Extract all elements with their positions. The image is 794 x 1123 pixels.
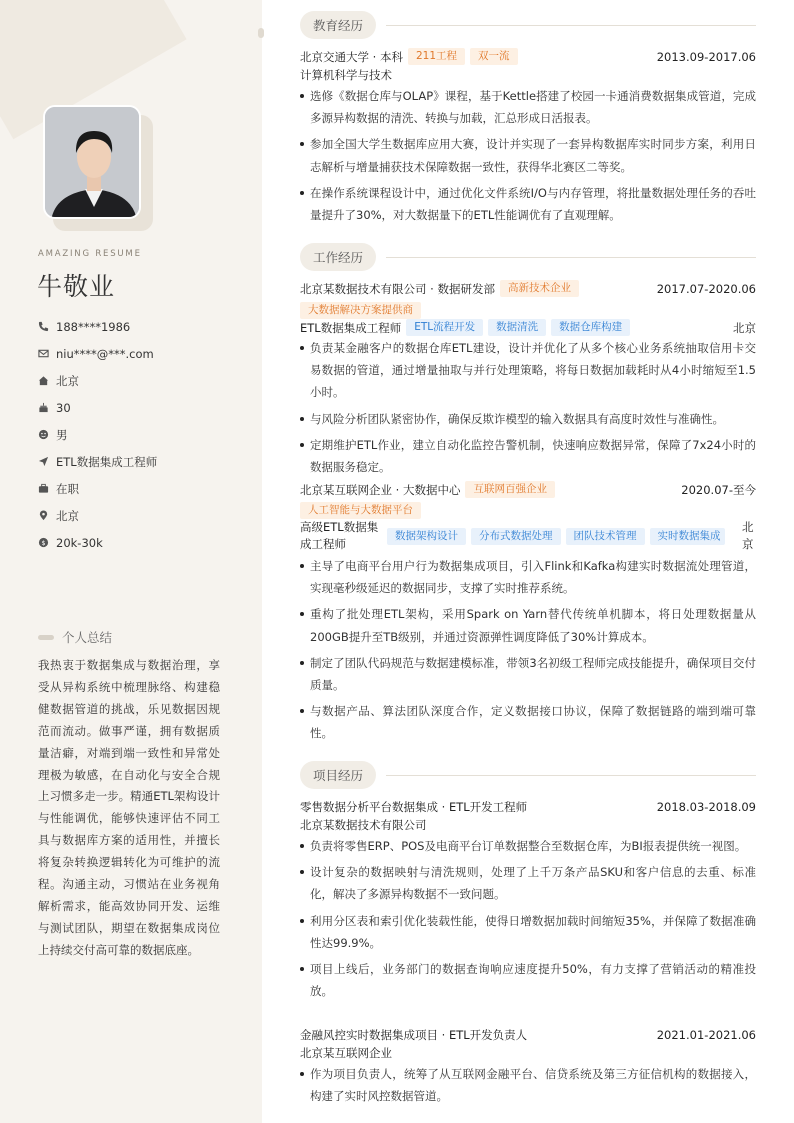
company-tag: 高新技术企业 [500,280,579,297]
job-tags-row [300,302,756,319]
section-divider [386,257,756,258]
job-header [300,280,756,297]
contact-location [38,502,248,529]
list-item: 项目上线后，业务部门的数据查询响应速度提升50%，有力支撑了营销活动的精准投放。 [300,958,756,1002]
list-item: 利用分区表和索引优化装载性能，使得日增数据加载时间缩短35%，并保障了数据准确性达99.9%。 [300,910,756,954]
list-item: 负责某金融客户的数据仓库ETL建设，设计并优化了从多个核心业务系统抽取信用卡交易数据的管道，通过增量抽取与并行处理策略，将每日数据加载耗时从4小时缩短至1.5小时。 [300,337,756,404]
skill-tag: 数据清洗 [488,319,546,336]
project-header [300,799,756,815]
mail-icon [38,348,56,359]
section-title: 项目经历 [300,761,376,789]
gender-icon [38,429,56,440]
job-role-row [300,319,756,336]
contact-email [38,340,248,367]
summary-heading-bar [38,635,54,640]
contact-residence [38,367,248,394]
job-city: 北京 [742,520,754,551]
company-name: 北京某数据技术有限公司 · 数据研发部 [300,281,495,296]
salary-text: 20k-30k [56,535,103,550]
project-date: 2018.03-2018.09 [656,800,756,814]
resume-tagline: AMAZING RESUME [38,249,142,259]
education-date: 2013.09-2017.06 [656,49,756,64]
contact-position [38,448,248,475]
section-title: 教育经历 [300,11,376,39]
project-header [300,1027,756,1043]
phone-icon [38,321,56,332]
section-divider [386,775,756,776]
avatar [43,105,141,219]
project-org: 北京某互联网企业 [300,1046,392,1060]
project-bullets [300,1063,756,1111]
list-item: 设计复杂的数据映射与清洗规则，处理了上千万条产品SKU和客户信息的去重、标准化，解决了多源异构数据不一致问题。 [300,861,756,905]
candidate-name: 牛敬业 [37,272,116,301]
cake-icon [38,402,56,413]
position-text: ETL数据集成工程师 [56,454,158,469]
project-org: 北京某数据技术有限公司 [300,818,427,832]
person-portrait-icon [45,107,141,219]
contact-gender [38,421,248,448]
age-text: 30 [56,400,71,415]
company-name: 北京某互联网企业 · 大数据中心 [300,482,461,497]
section-title: 工作经历 [300,243,376,271]
school-tag: 双一流 [470,48,518,65]
project-bullets [300,835,756,1006]
skill-tag: 数据仓库构建 [551,319,630,336]
avatar-photo [43,105,141,219]
list-item: 选修《数据仓库与OLAP》课程，基于Kettle搭建了校园一卡通消费数据集成管道，完成多源异构数据的清洗、转换与加载，汇总形成日活报表。 [300,85,756,129]
summary-text: 我热衷于数据集成与数据治理，享受从异构系统中梳理脉络、构建稳健数据管道的挑战，乐见数据因规范而流动。做事严谨，拥有数据质量洁癖，对端到端一致性和异常处理极为敏感，在自动化与安全合规上习惯多走一步。精通ETL架构设计与性能调优，能够快速评估不同工具与数据库方案的适用性，并擅长将复杂转换逻辑转化为可维护的流程。沟通主动，习惯站在业务视角解析需求，能高效协同开发、运维与测试团队，期望在数据集成岗位上持续交付高可靠的数据底座。 [38,658,220,957]
skill-tag: 分布式数据处理 [471,528,561,545]
job-date: 2017.07-2020.06 [656,281,756,296]
contact-salary [38,529,248,556]
section-projects [300,761,756,789]
contact-list [38,313,248,556]
location-icon [38,510,56,521]
major: 计算机科学与技术 [300,68,392,82]
email-text: niu****@***.com [56,346,154,361]
send-icon [38,456,56,467]
list-item: 参加全国大学生数据库应用大赛，设计并实现了一套异构数据库实时同步方案，利用日志解析与增量捕获技术保障数据一致性，获得华北赛区二等奖。 [300,133,756,177]
job-bullets [300,337,756,482]
home-icon [38,375,56,386]
list-item: 制定了团队代码规范与数据建模标准，带领3名初级工程师完成技能提升，确保项目交付质量。 [300,652,756,696]
school-tag: 211工程 [408,48,465,65]
location-text: 北京 [56,508,79,523]
list-item: 主导了电商平台用户行为数据集成项目，引入Flink和Kafka构建实时数据流处理管道，实现毫秒级延迟的数据同步，支撑了实时推荐系统。 [300,555,756,599]
svg-text:$: $ [41,538,46,547]
school-name: 北京交通大学 · 本科 [300,49,403,64]
job-tags-row [300,502,756,519]
job-city: 北京 [733,320,756,335]
job-role-row [300,519,756,553]
list-item: 在操作系统课程设计中，通过优化文件系统I/O与内存管理，将批量数据处理任务的吞吐量提升了30%，对大数据量下的ETL性能调优有了直观理解。 [300,182,756,226]
briefcase-icon [38,483,56,494]
education-bullets [300,85,756,230]
salary-icon [38,537,56,548]
phone-text: 188****1986 [56,319,131,334]
section-work [300,243,756,271]
project-name: 金融风控实时数据集成项目 · ETL开发负责人 [300,1028,528,1042]
education-header [300,48,756,65]
list-item: 与数据产品、算法团队深度合作，定义数据接口协议，保障了数据链路的端到端可靠性。 [300,700,756,744]
list-item: 重构了批处理ETL架构，采用Spark on Yarn替代传统单机脚本，将日处理数据量从200GB提升至TB级别，并通过资源弹性调度降低了30%计算成本。 [300,603,756,647]
job-role: ETL数据集成工程师 [300,320,402,335]
summary-title: 个人总结 [62,630,113,645]
contact-status [38,475,248,502]
section-education [300,11,756,39]
job-header [300,481,756,498]
company-tag: 人工智能与大数据平台 [300,502,421,519]
project-name: 零售数据分析平台数据集成 · ETL开发工程师 [300,800,528,814]
sidebar [0,0,262,1123]
summary-heading [38,628,112,646]
company-tag: 大数据解决方案提供商 [300,302,421,319]
list-item: 与风险分析团队紧密协作，确保反欺诈模型的输入数据具有高度时效性与准确性。 [300,408,756,430]
list-item: 定期维护ETL作业，建立自动化监控告警机制，快速响应数据异常，保障了7x24小时的数据服务稳定。 [300,434,756,478]
contact-age [38,394,248,421]
job-role: 高级ETL数据集成工程师 [300,520,379,551]
status-text: 在职 [56,481,79,496]
skill-tag: 实时数据集成 [650,528,725,545]
contact-phone [38,313,248,340]
skill-tag: 数据架构设计 [387,528,466,545]
decorative-dot [258,28,264,38]
gender-text: 男 [56,427,68,442]
skill-tag: 团队技术管理 [566,528,645,545]
project-date: 2021.01-2021.06 [656,1028,756,1042]
section-divider [386,25,756,26]
list-item: 作为项目负责人，统筹了从互联网金融平台、信贷系统及第三方征信机构的数据接入，构建了实时风控数据管道。 [300,1063,756,1107]
list-item: 负责将零售ERP、POS及电商平台订单数据整合至数据仓库，为BI报表提供统一视图。 [300,835,756,857]
company-tag: 互联网百强企业 [465,481,555,498]
job-date: 2020.07-至今 [681,482,756,497]
skill-tag: ETL流程开发 [406,319,483,336]
residence-text: 北京 [56,373,79,388]
job-bullets [300,555,756,749]
